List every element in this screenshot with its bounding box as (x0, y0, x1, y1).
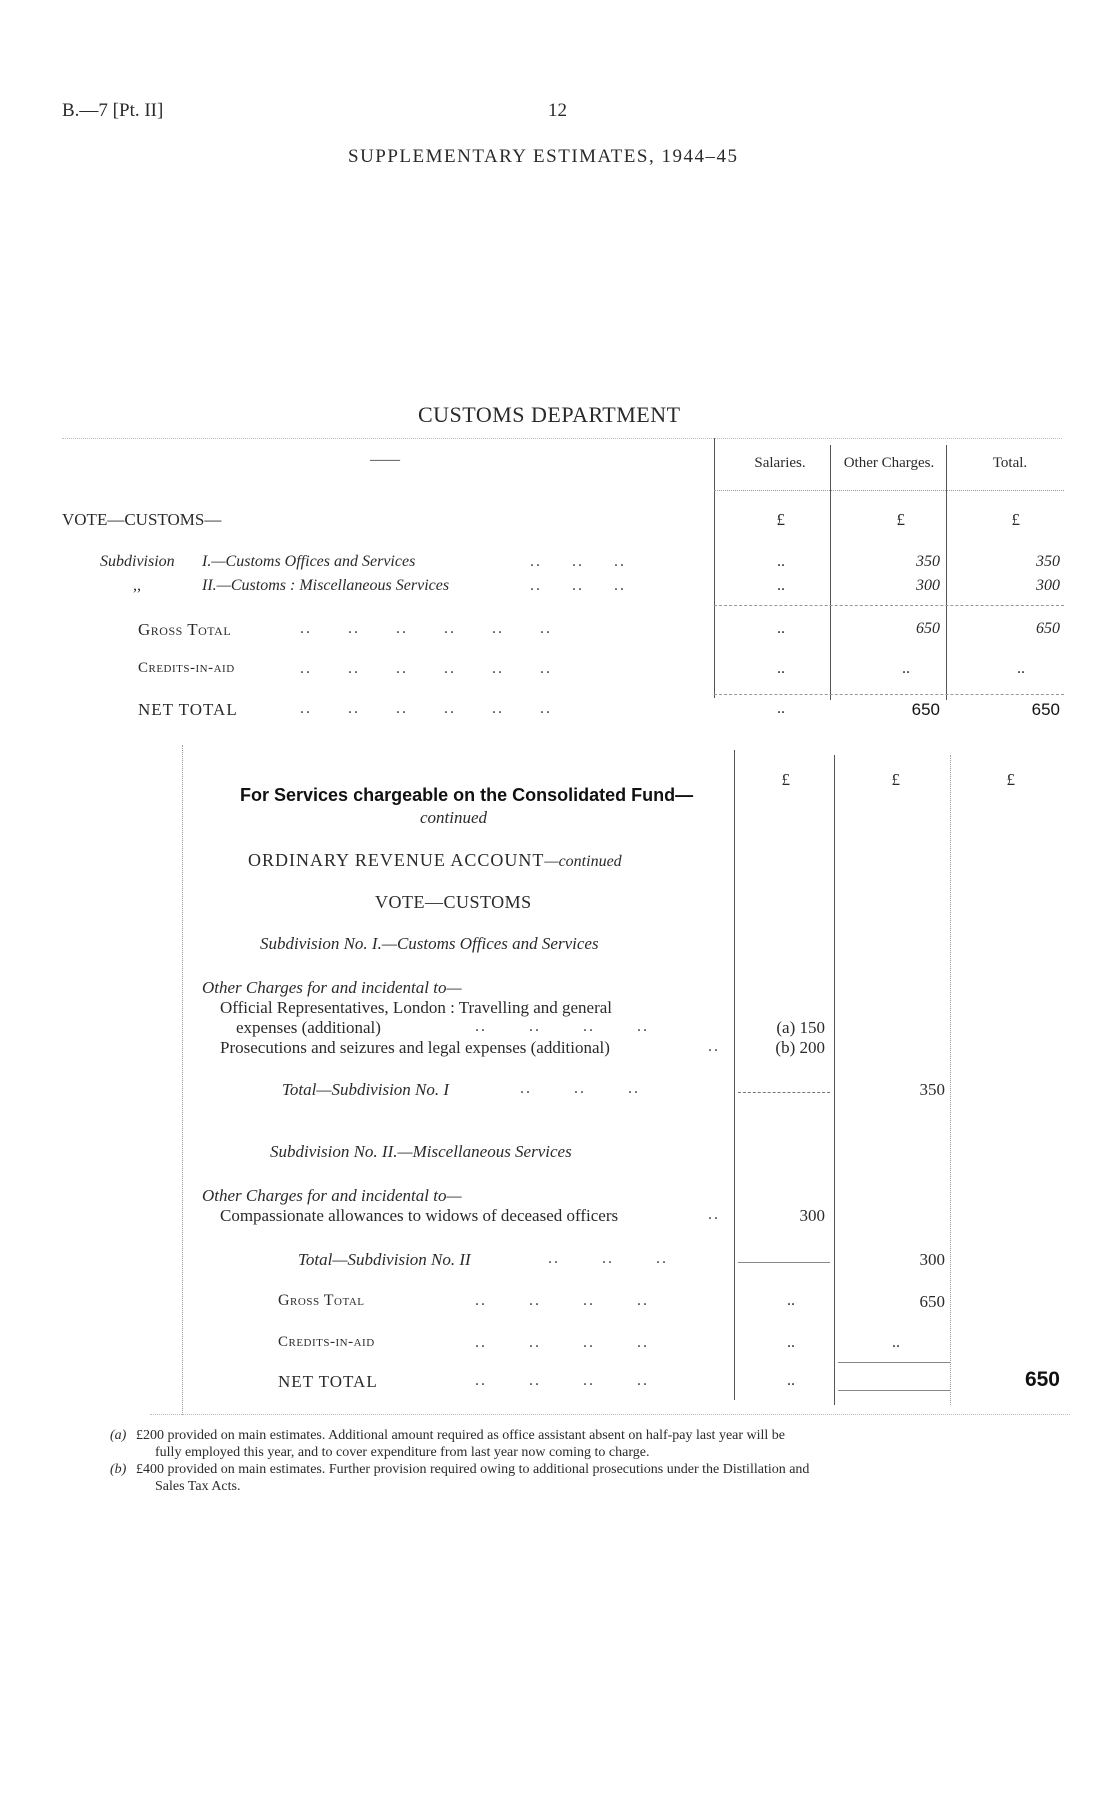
leader-dots: .. (708, 1206, 720, 1223)
other-charges-heading: Other Charges for and incidental to— (202, 1186, 462, 1205)
leader-dots: .. .. .. .. (475, 1372, 649, 1389)
rule (738, 1092, 830, 1093)
subdivision-2-title: Subdivision No. II.—Miscellaneous Services (270, 1142, 572, 1161)
footnote-text: Sales Tax Acts. (155, 1479, 241, 1494)
department-heading: CUSTOMS DEPARTMENT (418, 402, 681, 427)
credits-other-charges: .. (892, 1334, 900, 1351)
footnote-marker: (a) (110, 1428, 127, 1443)
line-item: Compassionate allowances to widows of deceased officers (220, 1206, 619, 1225)
salaries-value: .. (777, 553, 785, 570)
row-prefix: Subdivision (100, 553, 175, 570)
currency-symbol: £ (891, 770, 900, 789)
document-reference: B.—7 [Pt. II] (62, 100, 164, 121)
rule (150, 1414, 1070, 1415)
line-item: Official Representatives, London : Travelling and general (220, 998, 613, 1017)
subdivision-2-total-value: 300 (919, 1250, 945, 1269)
net-salaries: .. (777, 700, 785, 717)
currency-symbol: £ (896, 510, 905, 529)
other-charges-value: 300 (916, 577, 940, 594)
account-name: ORDINARY REVENUE ACCOUNT (248, 850, 545, 870)
leader-dots: .. .. .. (548, 1250, 668, 1267)
currency-symbol: £ (776, 510, 785, 529)
page-number: 12 (548, 100, 567, 121)
line-item-value: (a) 150 (776, 1018, 825, 1037)
subdivision-1-total-value: 350 (919, 1080, 945, 1099)
salaries-value: .. (777, 577, 785, 594)
gross-other-charges: 650 (919, 1292, 945, 1311)
column-rule (182, 745, 183, 1415)
line-item-value: (b) 200 (775, 1038, 825, 1057)
net-total-label: NET TOTAL (278, 1372, 378, 1391)
column-rule (834, 755, 835, 1405)
column-dash: —— (370, 452, 400, 468)
credits-other-charges: .. (902, 660, 910, 677)
currency-symbol: £ (1011, 510, 1020, 529)
net-total-value: 650 (1031, 700, 1060, 719)
rule (838, 1362, 950, 1363)
column-rule (734, 750, 735, 1400)
leader-dots: .. .. .. .. (475, 1018, 649, 1035)
rule (62, 438, 1062, 439)
net-total-label: NET TOTAL (138, 700, 238, 719)
leader-dots: .. .. .. (530, 577, 626, 594)
account-continued: —continued (544, 853, 622, 870)
row-label: I.—Customs Offices and Services (202, 553, 416, 570)
col-header-total: Total. (992, 455, 1028, 471)
net-salaries: .. (787, 1372, 795, 1389)
line-item: expenses (additional) (236, 1018, 381, 1037)
gross-total-label: Gross Total (278, 1292, 365, 1309)
row-prefix: ,, (133, 577, 141, 594)
column-rule (946, 445, 947, 700)
gross-other-charges: 650 (916, 620, 940, 637)
line-item-value: 300 (799, 1206, 825, 1225)
account-heading (248, 850, 622, 871)
net-total-value: 650 (1024, 1368, 1060, 1391)
other-charges-heading: Other Charges for and incidental to— (202, 978, 462, 997)
row-label: II.—Customs : Miscellaneous Services (202, 577, 450, 594)
consolidated-fund-heading: For Services chargeable on the Consolidated Fund— (240, 785, 694, 805)
rule (838, 1390, 950, 1391)
col-header-salaries: Salaries. (754, 455, 806, 471)
gross-salaries: .. (787, 1292, 795, 1309)
rule (714, 490, 1064, 491)
subdivision-1-title: Subdivision No. I.—Customs Offices and Services (260, 934, 599, 953)
footnote-text: fully employed this year, and to cover expenditure from last year now coming to charge. (155, 1445, 650, 1460)
credits-in-aid-label: Credits-in-aid (138, 660, 235, 676)
rule (738, 1262, 830, 1263)
currency-symbol: £ (1006, 770, 1015, 789)
gross-salaries: .. (777, 620, 785, 637)
column-rule (830, 445, 831, 700)
credits-salaries: .. (787, 1334, 795, 1351)
heading-continued: continued (420, 808, 488, 827)
leader-dots: .. .. .. (530, 553, 626, 570)
vote-label: VOTE—CUSTOMS— (62, 510, 222, 529)
leader-dots: .. .. .. (520, 1080, 640, 1097)
line-item: Prosecutions and seizures and legal expenses (additional) (220, 1038, 610, 1057)
subdivision-2-total-label: Total—Subdivision No. II (298, 1250, 471, 1269)
page-title: SUPPLEMENTARY ESTIMATES, 1944–45 (348, 146, 739, 167)
net-other-charges: 650 (911, 700, 940, 719)
leader-dots: .. .. .. .. (475, 1334, 649, 1351)
leader-dots: .. .. .. .. .. .. (300, 700, 552, 717)
column-rule (950, 755, 951, 1405)
credits-in-aid-label: Credits-in-aid (278, 1334, 375, 1350)
vote-heading: VOTE—CUSTOMS (375, 892, 532, 912)
credits-salaries: .. (777, 660, 785, 677)
currency-symbol: £ (781, 770, 790, 789)
footnote-marker: (b) (110, 1462, 127, 1477)
leader-dots: .. .. .. .. .. .. (300, 660, 552, 677)
col-header-other-charges: Other Charges. (843, 455, 935, 471)
total-value: 350 (1036, 553, 1060, 570)
gross-total-value: 650 (1036, 620, 1060, 637)
leader-dots: .. .. .. .. (475, 1292, 649, 1309)
rule (714, 605, 1064, 606)
credits-total: .. (1017, 660, 1025, 677)
column-rule (714, 438, 715, 698)
footnote-text: £400 provided on main estimates. Further provision required owing to additional prosecutions under the Distillation and (136, 1462, 810, 1477)
subdivision-1-total-label: Total—Subdivision No. I (282, 1080, 450, 1099)
leader-dots: .. .. .. .. .. .. (300, 620, 552, 637)
gross-total-label: Gross Total (138, 620, 232, 639)
leader-dots: .. (708, 1038, 720, 1055)
total-value: 300 (1036, 577, 1060, 594)
footnote-text: £200 provided on main estimates. Additional amount required as office assistant absent on half-pay last year will be (136, 1428, 786, 1443)
other-charges-value: 350 (916, 553, 940, 570)
rule (714, 694, 1064, 695)
